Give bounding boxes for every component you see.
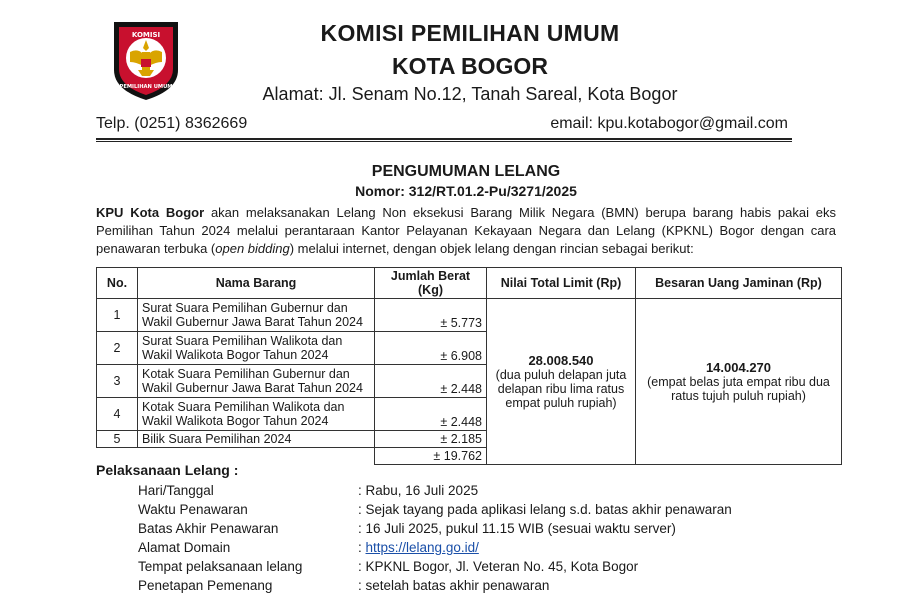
schedule-row-deadline [138,519,732,538]
row-no: 5 [97,431,138,448]
schedule-value: : Sejak tayang pada aplikasi lelang s.d. batas akhir penawaran [358,502,732,517]
limit-words: (dua puluh delapan juta delapan ribu lima ratus empat puluh rupiah) [495,367,627,410]
implementation-title: Pelaksanaan Lelang : [96,462,239,478]
row-no: 4 [97,398,138,431]
org-name-line1: KOMISI PEMILIHAN UMUM [320,20,620,46]
row-no: 2 [97,332,138,365]
domain-link[interactable]: https://lelang.go.id/ [365,540,479,555]
domain-colon: : [358,540,366,555]
row-name: Kotak Suara Pemilihan Gubernur dan Wakil Gubernur Jawa Barat Tahun 2024 [138,365,375,398]
intro-text-2: ) melalui internet, dengan objek lelang dengan rincian sebagai berikut: [289,241,694,256]
schedule-row-date [138,481,732,500]
limit-value: 28.008.540 [528,352,594,368]
intro-text-1: akan melaksanakan Lelang Non eksekusi Barang Milik Negara (BMN) berupa barang habis pakai eks Pemilihan Tahun 2024 melalui perantaraan Kantor Pelayanan Kekayaan Negara dan Lelang (KPKNL) Bogor dengan cara penawaran terbuka ( [96,205,836,256]
row-no: 3 [97,365,138,398]
schedule-row-venue [138,557,732,576]
header-no: No. [97,268,138,299]
implementation-schedule [138,481,732,595]
header-rule-thick [96,138,792,140]
announcement-title: PENGUMUMAN LELANG [371,163,561,180]
row-weight: ± 5.773 [375,299,487,332]
table-header-row [97,268,842,299]
schedule-label: Hari/Tanggal [138,483,214,498]
schedule-label: Waktu Penawaran [138,502,248,517]
schedule-label: Penetapan Pemenang [138,578,273,593]
limit-cell [487,299,636,465]
schedule-value: : 16 Juli 2025, pukul 11.15 WIB (sesuai waktu server) [358,521,676,536]
auction-items-table [96,267,842,465]
schedule-label: Alamat Domain [138,540,231,555]
row-name: Bilik Suara Pemilihan 2024 [138,431,375,448]
table-row [97,299,842,332]
schedule-value: : setelah batas akhir penawaran [358,578,550,593]
header-limit: Nilai Total Limit (Rp) [487,268,636,299]
row-weight: ± 6.908 [375,332,487,365]
header-name: Nama Barang [138,268,375,299]
deposit-words: (empat belas juta empat ribu dua ratus tujuh puluh rupiah) [647,374,830,403]
schedule-value: : Rabu, 16 Juli 2025 [358,483,479,498]
row-no: 1 [97,299,138,332]
deposit-value: 14.004.270 [705,359,772,375]
schedule-label: Tempat pelaksanaan lelang [138,559,303,574]
row-name: Surat Suara Pemilihan Walikota dan Wakil Walikota Bogor Tahun 2024 [138,332,375,365]
row-weight: ± 2.185 [375,431,487,448]
org-name-line2: KOTA BOGOR [392,53,548,79]
header-weight: Jumlah Berat (Kg) [375,268,487,299]
deposit-cell [636,299,842,465]
intro-org-name: KPU Kota Bogor [96,205,205,220]
header-rule-thin [96,141,792,142]
schedule-value [358,538,479,557]
row-name: Kotak Suara Pemilihan Walikota dan Wakil Walikota Bogor Tahun 2024 [138,398,375,431]
row-weight: ± 2.448 [375,365,487,398]
total-weight: ± 19.762 [375,448,487,465]
org-email: email: kpu.kotabogor@gmail.com [550,115,788,132]
schedule-label: Batas Akhir Penawaran [138,521,279,536]
org-phone: Telp. (0251) 8362669 [96,115,248,132]
row-weight: ± 2.448 [375,398,487,431]
header-deposit: Besaran Uang Jaminan (Rp) [636,268,842,299]
org-address: Alamat: Jl. Senam No.12, Tanah Sareal, Kota Bogor [262,84,678,104]
kpu-logo [108,18,184,102]
row-name: Surat Suara Pemilihan Gubernur dan Wakil Gubernur Jawa Barat Tahun 2024 [138,299,375,332]
svg-text:KOMISI: KOMISI [131,31,161,39]
schedule-row-domain [138,538,732,557]
svg-text:PEMILIHAN UMUM: PEMILIHAN UMUM [119,84,173,90]
intro-italic: open bidding [215,241,290,256]
schedule-row-bidding-time [138,500,732,519]
schedule-row-winner [138,576,732,595]
announcement-number: Nomor: 312/RT.01.2-Pu/3271/2025 [355,183,577,199]
schedule-value: : KPKNL Bogor, Jl. Veteran No. 45, Kota Bogor [358,559,639,574]
announcement-intro [96,204,836,258]
